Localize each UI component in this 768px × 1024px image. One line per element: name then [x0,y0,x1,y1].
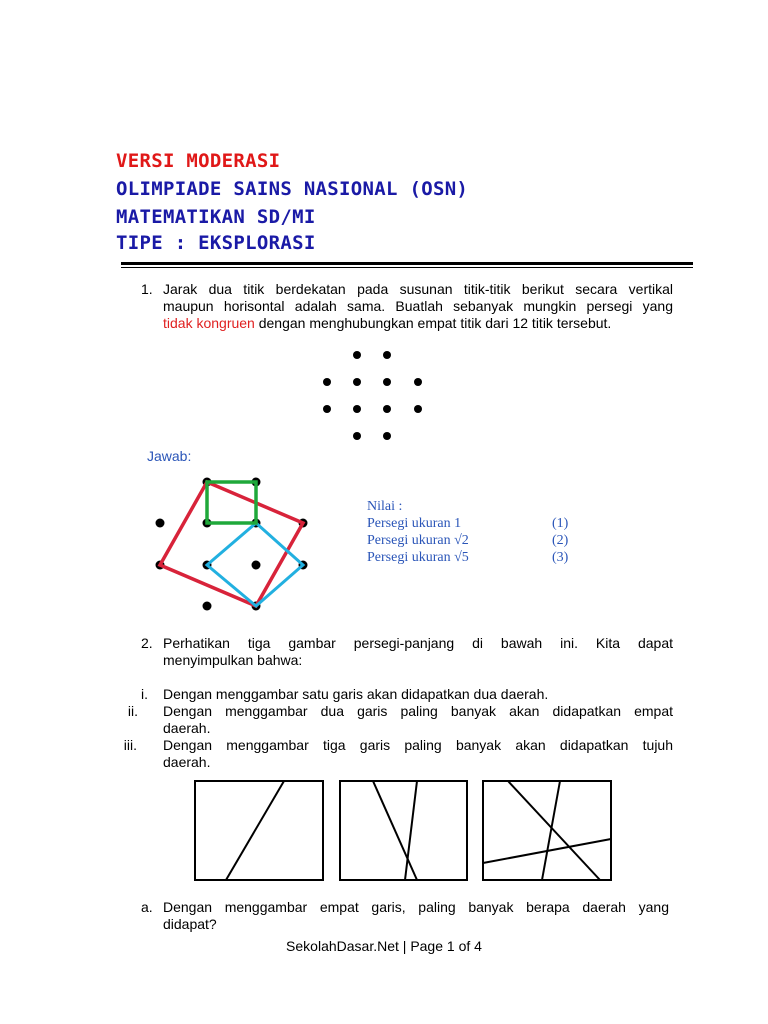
grid-dot [353,405,361,413]
footer-page-number: Page 1 of 4 [410,938,482,954]
grid-dot [383,378,391,386]
grid-dot [414,405,422,413]
square-size1 [207,482,256,523]
nilai-row-label: Persegi ukuran √5 [367,550,469,565]
header-subject: MATEMATIKAN SD/MI [116,206,316,228]
q2-item-marker: ii. [127,703,138,719]
q2a-line2: didapat? [163,916,217,932]
q2-item-line1: Dengan menggambar tiga garis paling banyak akan didapatkan tujuh [163,737,673,753]
nilai-row-score: (3) [552,550,569,565]
nilai-row-label: Persegi ukuran 1 [367,516,462,531]
nilai-row-label: Persegi ukuran √2 [367,533,469,548]
header-olympiad: OLIMPIADE SAINS NASIONAL (OSN) [116,178,469,200]
rectangle-two-lines [340,781,467,880]
grid-dot [353,351,361,359]
grid-dot [323,378,331,386]
page-footer [0,938,768,954]
header-divider-thin [121,267,693,268]
q1-text-line1: Jarak dua titik berdekatan pada susunan titik-titik berikut secara vertikal [163,281,673,297]
q1-text-line3 [163,314,683,332]
header-version: VERSI MODERASI [116,150,281,172]
q2-number: 2. [141,635,153,651]
footer-separator: | [398,938,411,954]
grid-dot [353,378,361,386]
q2-item-marker: i. [141,686,148,702]
jawab-label: Jawab: [147,448,192,464]
rectangle-three-lines [483,781,611,880]
header-type: TIPE : EKSPLORASI [116,232,316,254]
grid-dot [383,351,391,359]
q1-text-line2: maupun horisontal adalah sama. Buatlah sebanyak mungkin persegi yang [163,298,673,314]
nilai-row-score: (2) [552,533,569,548]
q2-item-line1: Dengan menggambar dua garis paling banyak akan didapatkan empat [163,703,673,719]
q2a-marker: a. [141,899,153,915]
q2a-line1: Dengan menggambar empat garis, paling banyak berapa daerah yang [163,899,669,915]
q2-item-line2: daerah. [163,720,211,736]
q2-item-line1: Dengan menggambar satu garis akan didapatkan dua daerah. [163,686,549,702]
answer-squares-diagram [140,465,330,620]
q1-highlight-tidak-kongruen: tidak kongruen [163,315,255,331]
q1-text-line3-rest: dengan menghubungkan empat titik dari 12 titik tersebut. [254,315,612,331]
q2-text-line2: menyimpulkan bahwa: [163,652,303,668]
rectangle-one-line [195,781,323,880]
header-divider-thick [121,262,693,265]
grid-dot [353,432,361,440]
q1-number: 1. [141,281,153,297]
rectangles-figure [190,778,620,884]
grid-dot [383,405,391,413]
q2-item-line2: daerah. [163,754,211,770]
q2-item-marker: iii. [123,737,137,753]
grid-dot [383,432,391,440]
grid-dot [323,405,331,413]
q2-text-line1: Perhatikan tiga gambar persegi-panjang di bawah ini. Kita dapat [163,635,673,651]
footer-site: SekolahDasar.Net [286,938,399,954]
nilai-title: Nilai : [367,499,403,514]
nilai-row-score: (1) [552,516,569,531]
grid-dot [414,378,422,386]
